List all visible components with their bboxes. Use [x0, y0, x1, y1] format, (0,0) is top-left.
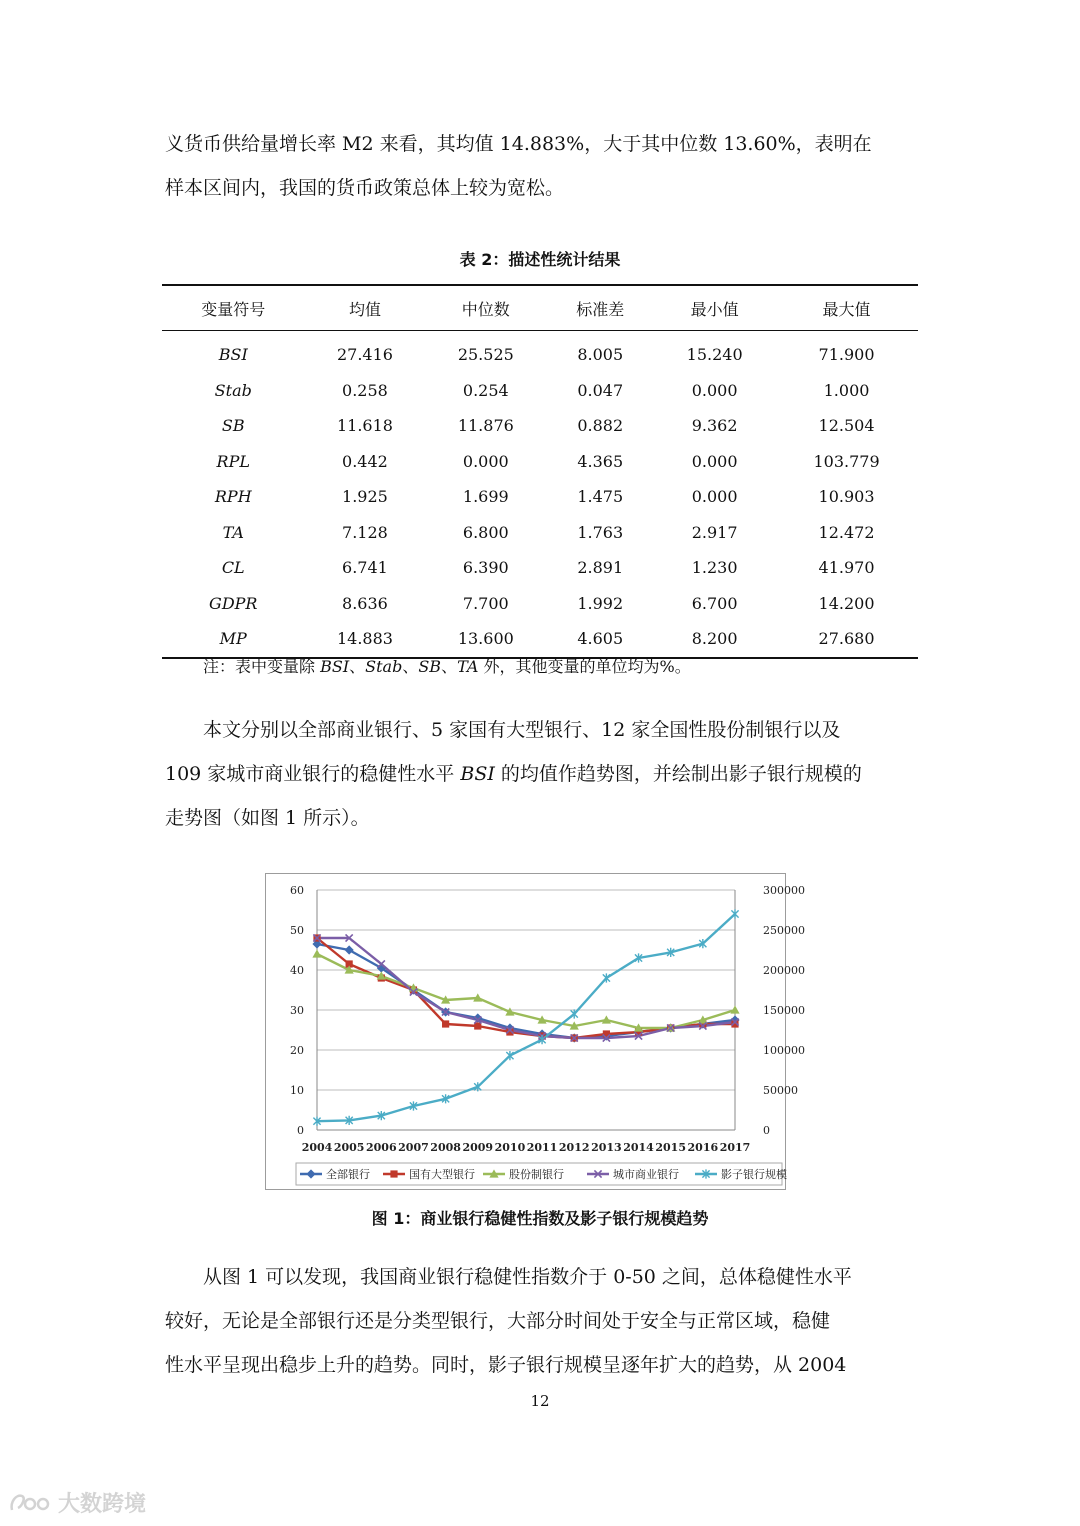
variable-symbol-cell: MP — [162, 621, 305, 658]
paragraph-monetary-policy — [165, 122, 917, 210]
table-cell: 0.047 — [577, 380, 624, 400]
table-cell: 12.472 — [818, 522, 875, 542]
table-row — [162, 373, 918, 409]
text-fragment: 的均值作趋势图，并绘制出影子银行规模的 — [494, 763, 862, 785]
y-left-tick-label: 30 — [290, 1004, 304, 1017]
table-cell: 27.416 — [336, 345, 393, 365]
column-header: 均值 — [305, 285, 426, 331]
table-cell: 1.763 — [577, 522, 624, 542]
table-cell: 71.900 — [818, 345, 875, 365]
y-right-tick-label: 300000 — [763, 884, 805, 897]
x-tick-label: 2015 — [655, 1141, 687, 1154]
column-header: 最大值 — [775, 285, 918, 331]
variable-symbol-cell: RPH — [214, 487, 252, 507]
table-cell: 4.365 — [577, 451, 624, 471]
x-tick-label: 2013 — [591, 1141, 622, 1154]
y-left-tick-label: 20 — [290, 1044, 304, 1057]
note-separator: 、 — [402, 657, 419, 676]
note-variable: SB — [418, 657, 442, 676]
x-tick-label: 2011 — [526, 1141, 558, 1154]
paragraph-trend-intro — [165, 708, 917, 840]
table-cell: 7.700 — [462, 593, 509, 613]
table-cell: 4.605 — [546, 621, 654, 658]
paragraph-findings — [165, 1255, 917, 1387]
table-row — [162, 550, 918, 586]
column-header: 标准差 — [546, 285, 654, 331]
table-cell: 8.200 — [654, 621, 775, 658]
note-text: 外，其他变量的单位均为%。 — [478, 657, 691, 676]
text-line: 义货币供给量增长率 M2 来看，其均值 14.883%，大于其中位数 13.60%，表明在 — [165, 133, 872, 155]
table-row — [162, 479, 918, 515]
figure-caption: 图 1：商业银行稳健性指数及影子银行规模趋势 — [371, 1209, 709, 1228]
y-right-tick-label: 200000 — [763, 964, 805, 977]
column-header: 变量符号 — [162, 285, 305, 331]
table-row — [162, 331, 918, 373]
table-cell: 25.525 — [457, 345, 514, 365]
table-cell: 1.992 — [577, 593, 624, 613]
chart-legend — [296, 1163, 787, 1185]
x-tick-label: 2004 — [301, 1141, 333, 1154]
y-left-tick-label: 50 — [290, 924, 304, 937]
table-cell: 0.258 — [342, 380, 388, 400]
y-right-tick-label: 250000 — [763, 924, 805, 937]
page-number: 12 — [530, 1392, 550, 1410]
table-cell: 11.876 — [457, 416, 514, 436]
column-header: 中位数 — [425, 285, 546, 331]
variable-symbol-cell: BSI — [218, 345, 248, 365]
note-text: 注：表中变量除 — [203, 657, 321, 676]
text-fragment: 109 家城市商业银行的稳健性水平 — [165, 763, 461, 785]
y-left-tick-label: 40 — [290, 964, 304, 977]
text-line: 走势图（如图 1 所示）。 — [165, 807, 370, 829]
data-point-marker — [345, 945, 354, 954]
legend-label: 全部银行 — [326, 1168, 370, 1181]
table-row — [162, 444, 918, 480]
variable-symbol-cell: GDPR — [209, 593, 258, 613]
y-right-tick-label: 100000 — [763, 1044, 805, 1057]
table-cell: 14.200 — [818, 593, 875, 613]
table-cell: 9.362 — [691, 416, 738, 436]
table-cell: 14.883 — [305, 621, 426, 658]
table-cell: 0.442 — [342, 451, 388, 471]
variable-symbol-cell: TA — [222, 522, 244, 542]
x-tick-label: 2008 — [430, 1141, 461, 1154]
x-tick-label: 2006 — [365, 1141, 397, 1154]
legend-label: 国有大型银行 — [409, 1168, 475, 1181]
table-cell: 27.680 — [775, 621, 918, 658]
y-right-tick-label: 0 — [763, 1124, 770, 1137]
data-point-marker — [731, 909, 738, 918]
text-line — [165, 752, 917, 796]
variable-symbol-cell: SB — [221, 416, 245, 436]
table-cell: 2.891 — [577, 558, 624, 578]
descriptive-statistics-table — [162, 284, 918, 659]
table-note — [203, 654, 691, 677]
table-cell: 8.005 — [577, 345, 624, 365]
table-cell: 0.000 — [691, 487, 738, 507]
table-row — [162, 515, 918, 551]
x-tick-label: 2010 — [494, 1141, 526, 1154]
variable-symbol-cell: Stab — [214, 380, 252, 400]
table-cell: 0.254 — [462, 380, 509, 400]
text-line: 从图 1 可以发现，我国商业银行稳健性指数介于 0-50 之间，总体稳健性水平 — [203, 1266, 852, 1288]
table-cell: 41.970 — [818, 558, 875, 578]
table-row — [162, 621, 918, 658]
table-cell: 11.618 — [336, 416, 393, 436]
y-right-tick-label: 150000 — [763, 1004, 805, 1017]
figure-frame — [265, 873, 805, 1190]
x-tick-label: 2009 — [462, 1141, 494, 1154]
line-chart — [266, 874, 805, 1189]
column-header: 最小值 — [654, 285, 775, 331]
watermark-icon — [8, 1490, 52, 1516]
x-tick-label: 2016 — [687, 1141, 719, 1154]
y-left-tick-label: 10 — [290, 1084, 304, 1097]
table-caption: 表 2：描述性统计结果 — [459, 250, 621, 269]
variable-symbol-cell: RPL — [216, 451, 250, 471]
table-cell: 6.390 — [462, 558, 509, 578]
note-variable: BSI — [320, 657, 350, 676]
data-point-marker — [603, 973, 610, 982]
legend-label: 影子银行规模 — [721, 1168, 787, 1181]
table-cell: 7.128 — [342, 522, 388, 542]
text-line: 较好，无论是全部银行还是分类型银行，大部分时间处于安全与正常区域，稳健 — [165, 1310, 831, 1332]
data-point-marker — [571, 1009, 578, 1018]
gridlines — [317, 890, 735, 1130]
table-cell: 0.000 — [462, 451, 509, 471]
note-variable: Stab — [365, 657, 403, 676]
table-cell: 6.741 — [342, 558, 388, 578]
data-point-marker — [312, 949, 321, 957]
table-row — [162, 586, 918, 622]
y-left-tick-label: 0 — [297, 1124, 304, 1137]
table-cell: 8.636 — [342, 593, 388, 613]
watermark-logo — [8, 1487, 146, 1518]
table-cell: 6.700 — [691, 593, 738, 613]
table-cell: 103.779 — [813, 451, 880, 471]
y-right-tick-label: 50000 — [763, 1084, 798, 1097]
text-variable: BSI — [460, 763, 495, 785]
table-cell: 13.600 — [425, 621, 546, 658]
x-tick-label: 2005 — [333, 1141, 365, 1154]
table-cell: 0.882 — [577, 416, 624, 436]
x-tick-label: 2014 — [623, 1141, 654, 1154]
data-point-marker — [442, 1020, 449, 1027]
y-left-tick-label: 60 — [290, 884, 304, 897]
legend-label: 城市商业银行 — [613, 1168, 679, 1181]
x-tick-label: 2012 — [558, 1141, 590, 1154]
table-cell: 0.000 — [691, 451, 738, 471]
table-cell: 10.903 — [818, 487, 875, 507]
legend-label: 股份制银行 — [509, 1168, 564, 1181]
series-markers — [312, 909, 739, 1125]
legend-marker — [390, 1170, 397, 1177]
note-separator: 、 — [349, 657, 366, 676]
table-cell: 15.240 — [686, 345, 743, 365]
table-cell: 0.000 — [691, 380, 738, 400]
axes — [290, 884, 805, 1154]
table-cell: 1.000 — [823, 380, 870, 400]
x-tick-label: 2017 — [719, 1141, 751, 1154]
table-row — [162, 408, 918, 444]
note-variable: TA — [457, 657, 479, 676]
table-cell: 2.917 — [691, 522, 738, 542]
x-tick-label: 2007 — [398, 1141, 429, 1154]
text-line: 本文分别以全部商业银行、5 家国有大型银行、12 家全国性股份制银行以及 — [203, 719, 841, 741]
table-cell: 1.475 — [577, 487, 624, 507]
table-cell: 1.230 — [691, 558, 738, 578]
text-line: 样本区间内，我国的货币政策总体上较为宽松。 — [165, 177, 565, 199]
watermark-text: 大数跨境 — [58, 1492, 147, 1517]
table-cell: 1.925 — [342, 487, 388, 507]
series-line — [317, 944, 735, 1038]
variable-symbol-cell: CL — [221, 558, 245, 578]
table-cell: 6.800 — [462, 522, 509, 542]
text-line: 性水平呈现出稳步上升的趋势。同时，影子银行规模呈逐年扩大的趋势，从 2004 — [165, 1354, 847, 1376]
table-header-row — [162, 285, 918, 331]
table-cell: 12.504 — [818, 416, 875, 436]
table-cell: 1.699 — [462, 487, 509, 507]
note-separator: 、 — [441, 657, 458, 676]
